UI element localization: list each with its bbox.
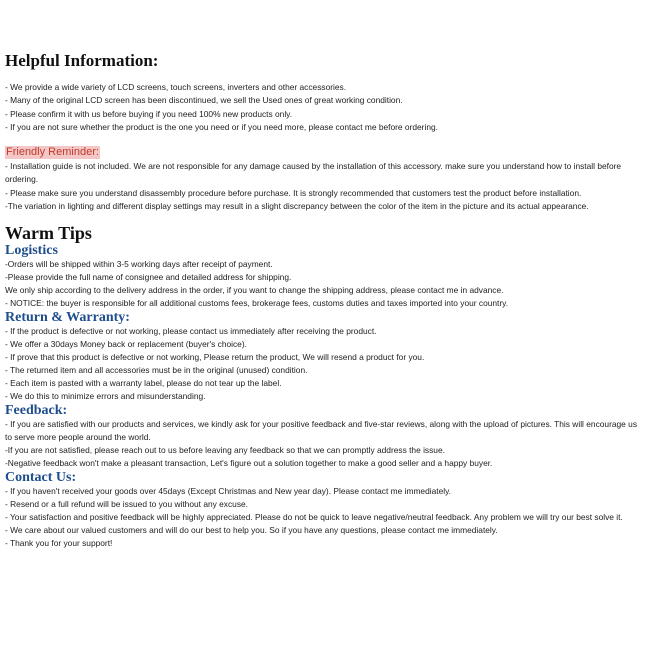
helpful-information-heading: Helpful Information: (5, 51, 159, 70)
list-item: - We provide a wide variety of LCD screens, touch screens, inverters and other accessories. (5, 82, 347, 92)
warm-tips-section (5, 223, 645, 550)
logistics-heading: Logistics (5, 243, 58, 258)
contact-us-heading: Contact Us: (5, 470, 77, 485)
helpful-information-section (5, 50, 645, 134)
list-item: - Your satisfaction and positive feedback will be highly appreciated. Please do not be quick to leave negative/neutral feedback. Any problem we will try our best solve it. (5, 512, 623, 522)
friendly-reminder-list (5, 160, 645, 213)
list-item: - Thank you for your support! (5, 538, 113, 548)
return-warranty-list (5, 325, 645, 403)
list-item: - If prove that this product is defective or not working, Please return the product, We will resend a product for you. (5, 352, 425, 362)
helpful-information-list (5, 81, 645, 134)
list-item: - We care about our valued customers and will do our best to help you. So if you have any questions, please contact me immediately. (5, 525, 498, 535)
list-item: - If you are satisfied with our products and services, we kindly ask for your positive feedback and five-star reviews, along with the upload of pictures. This will encourage us to serve more people around the world. (5, 419, 638, 442)
list-item: -If you are not satisfied, please reach out to us before leaving any feedback so that we can promptly address the issue. (5, 445, 445, 455)
list-item: We only ship according to the delivery address in the order, if you want to change the shipping address, please contact me in advance. (5, 285, 504, 295)
feedback-section (5, 403, 645, 470)
contact-us-section (5, 470, 645, 550)
return-warranty-section (5, 310, 645, 403)
list-item: -Please provide the full name of consignee and detailed address for shipping. (5, 272, 292, 282)
return-warranty-heading: Return & Warranty: (5, 310, 130, 325)
list-item: - Please make sure you understand disassembly procedure before purchase. It is strongly recommended that customers test the product before installation. (5, 187, 582, 198)
list-item: - The returned item and all accessories must be in the original (unused) condition. (5, 365, 308, 375)
listing-description (5, 50, 645, 550)
warm-tips-heading: Warm Tips (5, 223, 92, 243)
list-item: - If you are not sure whether the product is the one you need or if you need more, please contact me before ordering. (5, 121, 438, 132)
list-item: - Installation guide is not included. We are not responsible for any damage caused by the installation of this accessory. make sure you understand how to install before ordering. (5, 161, 622, 185)
list-item: - Resend or a full refund will be issued to you without any excuse. (5, 499, 249, 509)
list-item: - Please confirm it with us before buying if you need 100% new products only. (5, 108, 293, 119)
friendly-reminder-heading: Friendly Reminder: (6, 146, 99, 159)
list-item: - Many of the original LCD screen has been discontinued, we sell the Used ones of great working condition. (5, 95, 403, 106)
list-item: -Negative feedback won't make a pleasant transaction, Let's figure out a solution together to make a good seller and a happy buyer. (5, 458, 493, 468)
feedback-heading: Feedback: (5, 403, 68, 418)
feedback-list (5, 418, 645, 470)
logistics-list (5, 258, 645, 310)
list-item: -Orders will be shipped within 3-5 working days after receipt of payment. (5, 259, 273, 269)
contact-us-list (5, 485, 645, 550)
list-item: - We offer a 30days Money back or replacement (buyer's choice). (5, 339, 247, 349)
list-item: -The variation in lighting and different display settings may result in a slight discrepancy between the color of the item in the picture and its actual appearance. (5, 200, 589, 211)
list-item: - Each item is pasted with a warranty label, please do not tear up the label. (5, 378, 282, 388)
list-item: - If the product is defective or not working, please contact us immediately after receiving the product. (5, 326, 377, 336)
logistics-section (5, 243, 645, 310)
list-item: - We do this to minimize errors and misunderstanding. (5, 391, 206, 401)
list-item: - NOTICE: the buyer is responsible for all additional customs fees, brokerage fees, customs duties and taxes imported into your country. (5, 298, 509, 308)
spacer (5, 213, 645, 223)
friendly-reminder-section (5, 134, 645, 213)
list-item: - If you haven't received your goods over 45days (Except Christmas and New year day). Please contact me immediately. (5, 486, 451, 496)
